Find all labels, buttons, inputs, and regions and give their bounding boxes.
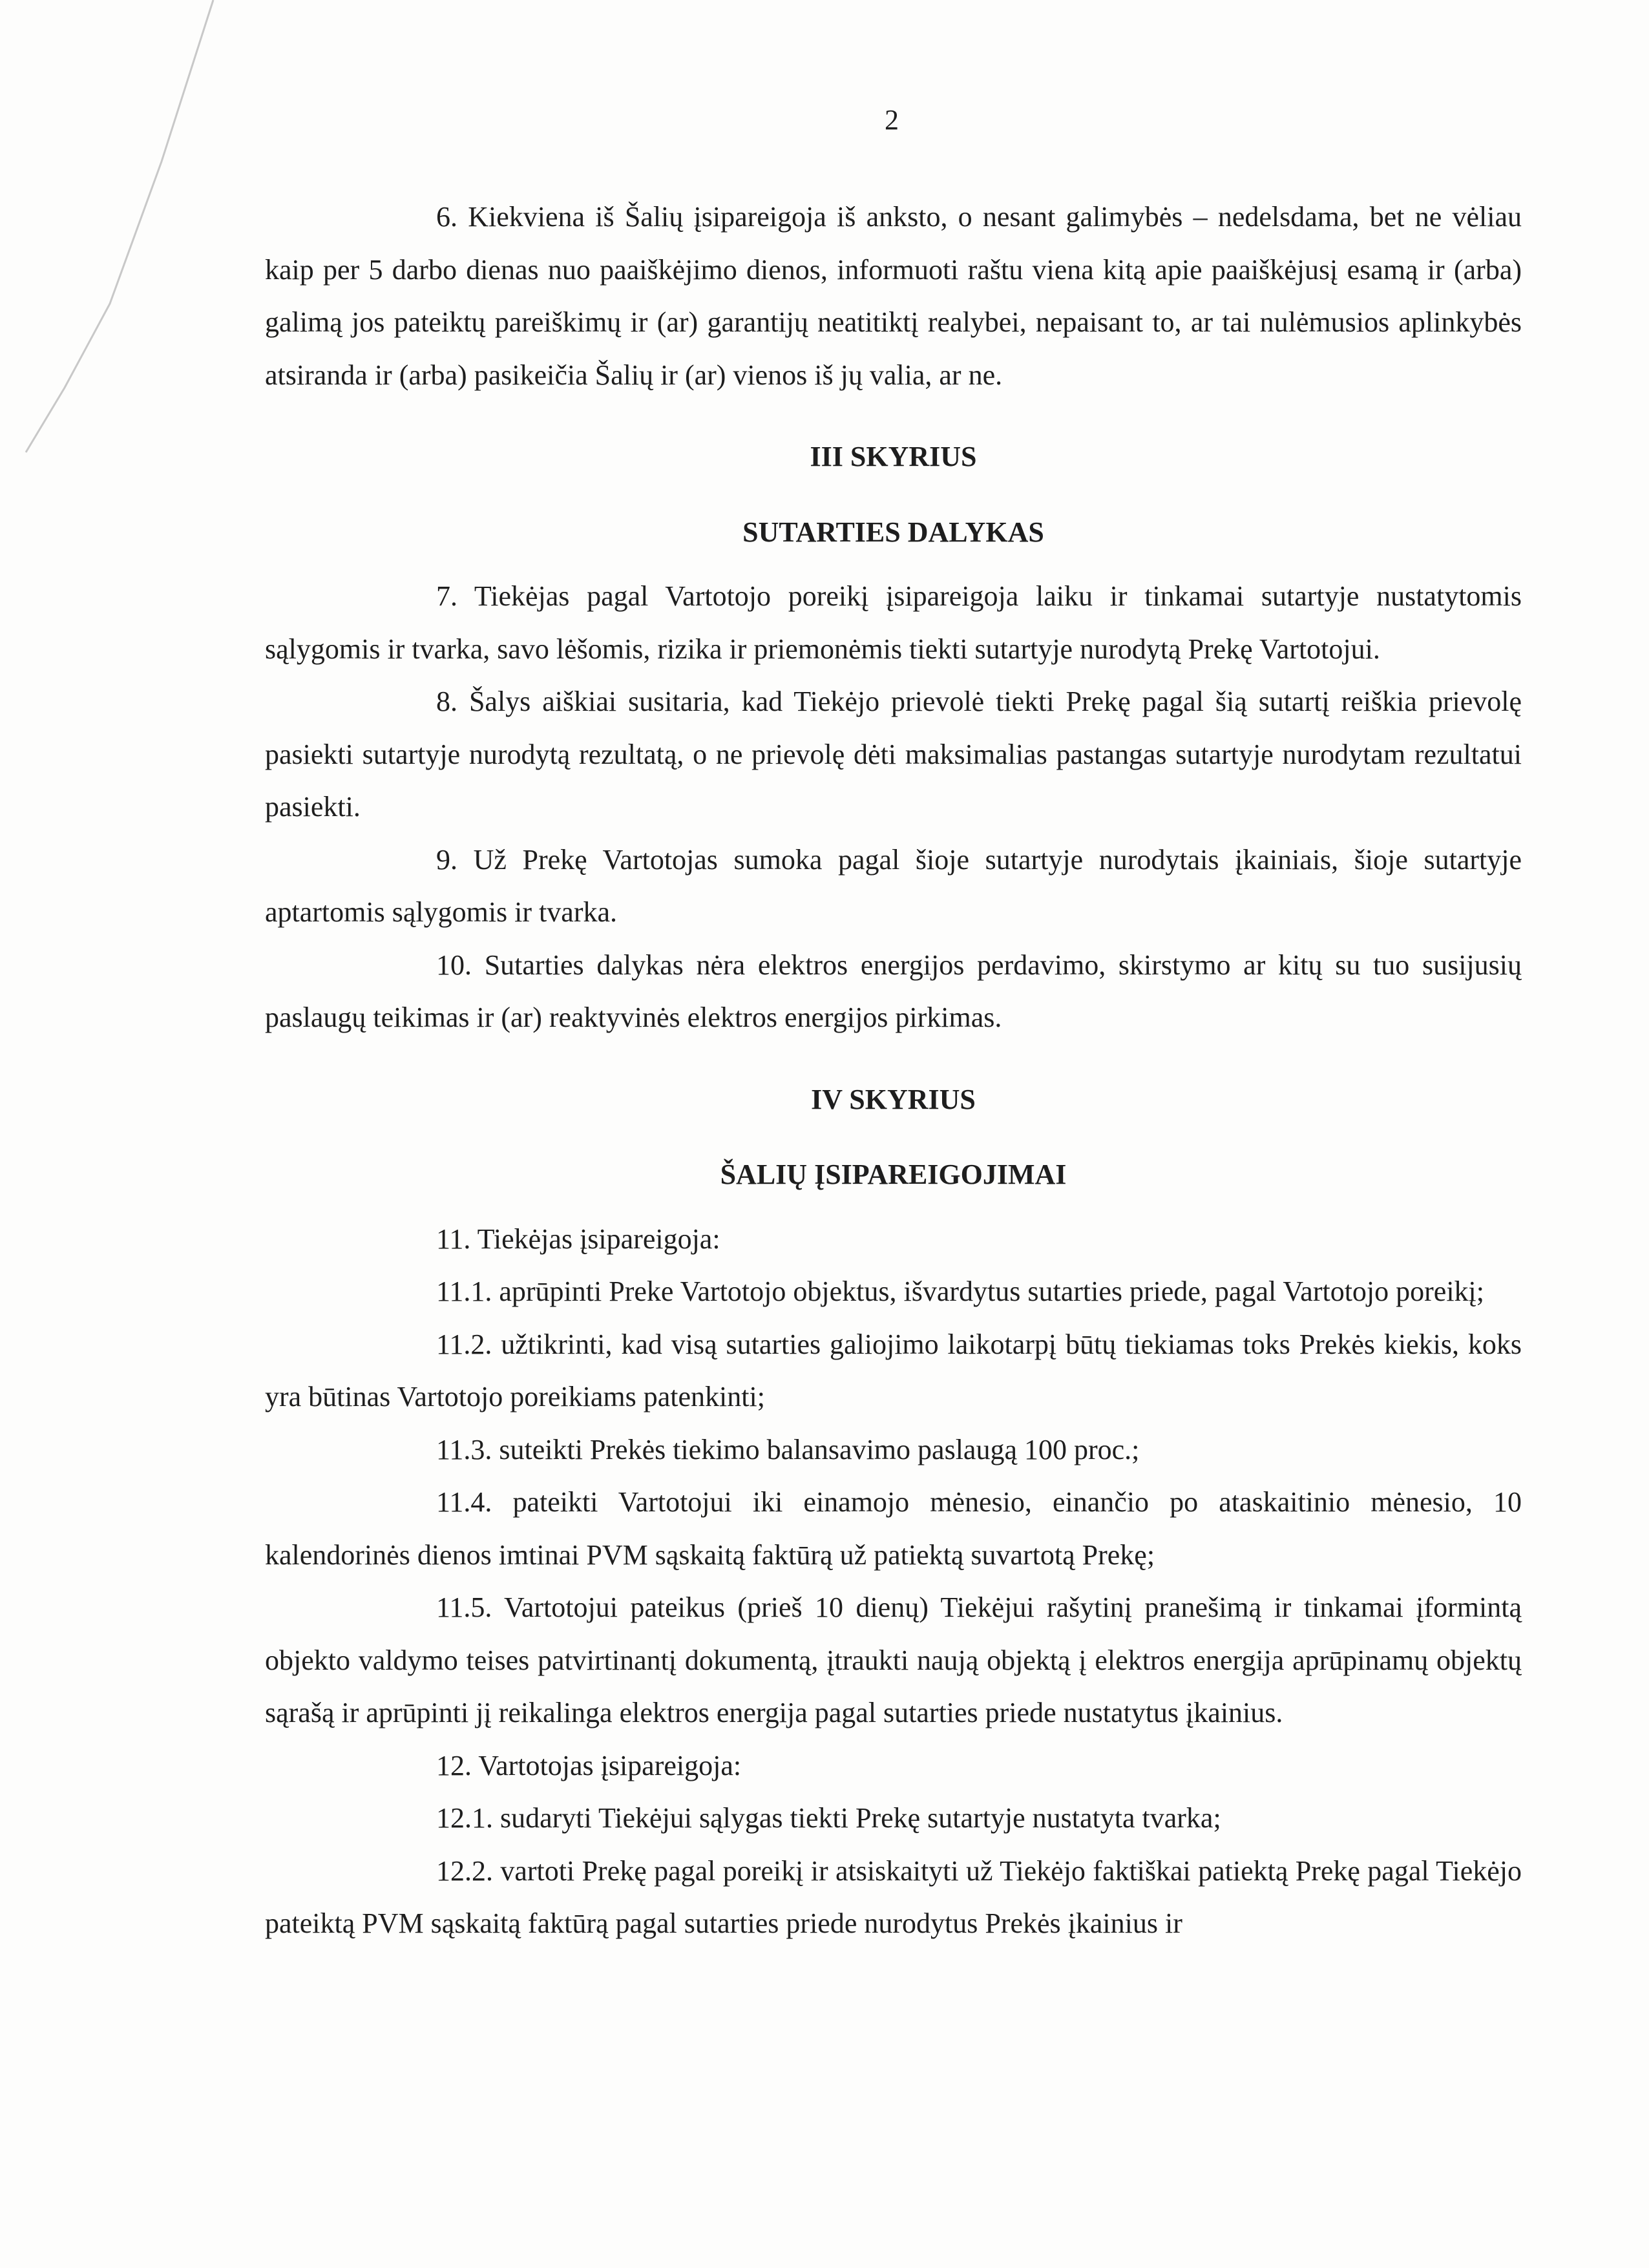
chapter-title-4: ŠALIŲ ĮSIPAREIGOJIMAI xyxy=(720,1159,1067,1190)
paragraph-11-2: 11.2. užtikrinti, kad visą sutarties galiojimo laikotarpį būtų tiekiamas toks Prekės kiekis, koks yra būtinas Vartotojo poreikiams patenkinti; xyxy=(265,1328,1522,1412)
paragraph-6: 6. Kiekviena iš Šalių įsipareigoja iš anksto, o nesant galimybės – nedelsdama, bet ne vėliau kaip per 5 darbo dienas nuo paaiškėjimo dienos, informuoti raštu viena kitą apie paaiškėjusį esamą ir (arba) galimą jos pateiktų pareiškimų ir (ar) garantijų neatitiktį realybei, nepaisant to, ar tai nulėmusios aplinkybės atsiranda ir (arba) pasikeičia Šalių ir (ar) vienos iš jų valia, ar ne. xyxy=(265,201,1522,391)
paragraph-11-5: 11.5. Vartotojui pateikus (prieš 10 dienų) Tiekėjui rašytinį pranešimą ir tinkamai įformintą objekto valdymo teises patvirtinantį dokumentą, įtraukti naują objektą į elektros energija aprūpinamų objektų sąrašą ir aprūpinti jį reikalinga elektros energija pagal sutarties priede nustatytus įkainius. xyxy=(265,1591,1522,1728)
page-number: 2 xyxy=(885,104,899,136)
scan-edge-mark xyxy=(0,0,233,491)
paragraph-11-1: 11.1. aprūpinti Preke Vartotojo objektus, išvardytus sutarties priede, pagal Vartotojo poreikį; xyxy=(436,1276,1485,1307)
paragraph-12: 12. Vartotojas įsipareigoja: xyxy=(436,1749,742,1781)
paragraph-12-2: 12.2. vartoti Prekę pagal poreikį ir atsiskaityti už Tiekėjo faktiškai patiektą Prekę pagal Tiekėjo pateiktą PVM sąskaitą faktūrą pagal sutarties priede nurodytus Prekės įkainius ir xyxy=(265,1854,1522,1939)
paragraph-11-3: 11.3. suteikti Prekės tiekimo balansavimo paslaugą 100 proc.; xyxy=(436,1433,1140,1465)
paragraph-7: 7. Tiekėjas pagal Vartotojo poreikį įsipareigoja laiku ir tinkamai sutartyje nustatytomis sąlygomis ir tvarka, savo lėšomis, rizika ir priemonėmis tiekti sutartyje nurodytą Prekę Vartotojui. xyxy=(265,580,1522,665)
paragraph-11: 11. Tiekėjas įsipareigoja: xyxy=(436,1223,720,1255)
paragraph-10: 10. Sutarties dalykas nėra elektros energijos perdavimo, skirstymo ar kitų su tuo susijusių paslaugų teikimas ir (ar) reaktyvinės elektros energijos pirkimas. xyxy=(265,949,1522,1033)
document-body xyxy=(265,191,1522,1950)
chapter-heading-4: IV SKYRIUS xyxy=(811,1083,976,1115)
chapter-heading-3: III SKYRIUS xyxy=(810,441,977,472)
chapter-title-3: SUTARTIES DALYKAS xyxy=(742,516,1044,548)
paragraph-12-1: 12.1. sudaryti Tiekėjui sąlygas tiekti Prekę sutartyje nustatyta tvarka; xyxy=(436,1802,1221,1834)
paragraph-8: 8. Šalys aiškiai susitaria, kad Tiekėjo prievolė tiekti Prekę pagal šią sutartį reiškia prievolę pasiekti sutartyje nurodytą rezultatą, o ne prievolę dėti maksimalias pastangas sutartyje nurodytam rezultatui pasiekti. xyxy=(265,686,1522,823)
paragraph-9: 9. Už Prekę Vartotojas sumoka pagal šioje sutartyje nurodytais įkainiais, šioje sutartyje aptartomis sąlygomis ir tvarka. xyxy=(265,843,1522,928)
paragraph-11-4: 11.4. pateikti Vartotojui iki einamojo mėnesio, einančio po ataskaitinio mėnesio, 10 kalendorinės dienos imtinai PVM sąskaitą faktūrą už patiektą suvartotą Prekę; xyxy=(265,1486,1522,1571)
